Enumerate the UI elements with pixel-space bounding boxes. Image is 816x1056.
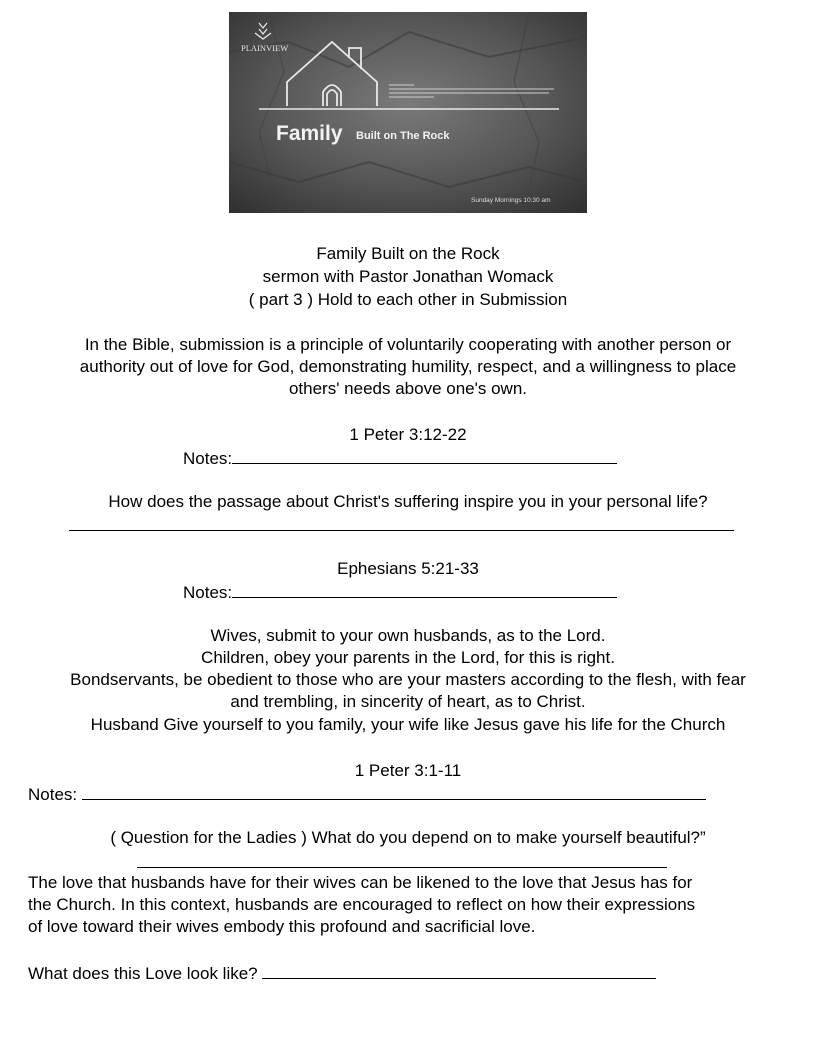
banner-graphic: [229, 12, 587, 213]
banner-title-family: Family: [276, 122, 343, 145]
notes-line-3: [28, 782, 706, 807]
verse-line-2: Children, obey your parents in the Lord, for this is right.: [201, 648, 615, 667]
closing-line-2: the Church. In this context, husbands are encouraged to reflect on how their expressions: [28, 895, 696, 914]
scripture-reference-1: 1 Peter 3:12-22: [349, 425, 467, 444]
sermon-title: Family Built on the Rock: [316, 244, 500, 263]
answer-blank-3[interactable]: [262, 961, 656, 979]
notes-label: Notes:: [28, 785, 82, 804]
verse-line-3: Bondservants, be obedient to those who are your masters according to the flesh, with fear: [70, 670, 746, 689]
definition-line-3: others' needs above one's own.: [288, 379, 528, 398]
notes-blank-1[interactable]: [232, 446, 617, 464]
church-name: PLAINVIEW: [241, 43, 289, 53]
scripture-reference-3: 1 Peter 3:1-11: [354, 761, 462, 780]
verse-line-4: and trembling, in sincerity of heart, as to Christ.: [230, 692, 586, 711]
banner-service-time: Sunday Mornings 10:30 am: [471, 197, 551, 204]
definition-line-2: authority out of love for God, demonstrating humility, respect, and a willingness to place: [79, 357, 737, 376]
banner-title-built: Built on The Rock: [356, 130, 450, 142]
love-question-line: [28, 961, 656, 986]
answer-blank-2[interactable]: [137, 867, 667, 868]
closing-line-3: of love toward their wives embody this profound and sacrificial love.: [28, 917, 536, 936]
sermon-part: ( part 3 ) Hold to each other in Submission: [248, 290, 568, 309]
verse-line-1: Wives, submit to your own husbands, as to the Lord.: [210, 626, 606, 645]
sermon-banner-image: [229, 12, 587, 213]
notes-blank-2[interactable]: [232, 580, 617, 598]
notes-label: Notes:: [183, 449, 233, 468]
notes-label: Notes:: [183, 583, 233, 602]
love-question: What does this Love look like?: [28, 964, 263, 983]
closing-line-1: The love that husbands have for their wives can be likened to the love that Jesus has for: [28, 873, 693, 892]
notes-line-1: [183, 446, 617, 471]
question-for-ladies: ( Question for the Ladies ) What do you depend on to make yourself beautiful?”: [110, 828, 706, 847]
definition-line-1: In the Bible, submission is a principle of voluntarily cooperating with another person or: [84, 335, 732, 354]
answer-blank-1[interactable]: [69, 530, 734, 531]
verse-line-5: Husband Give yourself to you family, your wife like Jesus gave his life for the Church: [90, 715, 726, 734]
notes-line-2: [183, 580, 617, 605]
notes-blank-3[interactable]: [82, 782, 706, 800]
sermon-speaker: sermon with Pastor Jonathan Womack: [262, 267, 554, 286]
question-christ-suffering: How does the passage about Christ's suffering inspire you in your personal life?: [108, 492, 708, 511]
scripture-reference-2: Ephesians 5:21-33: [337, 559, 479, 578]
